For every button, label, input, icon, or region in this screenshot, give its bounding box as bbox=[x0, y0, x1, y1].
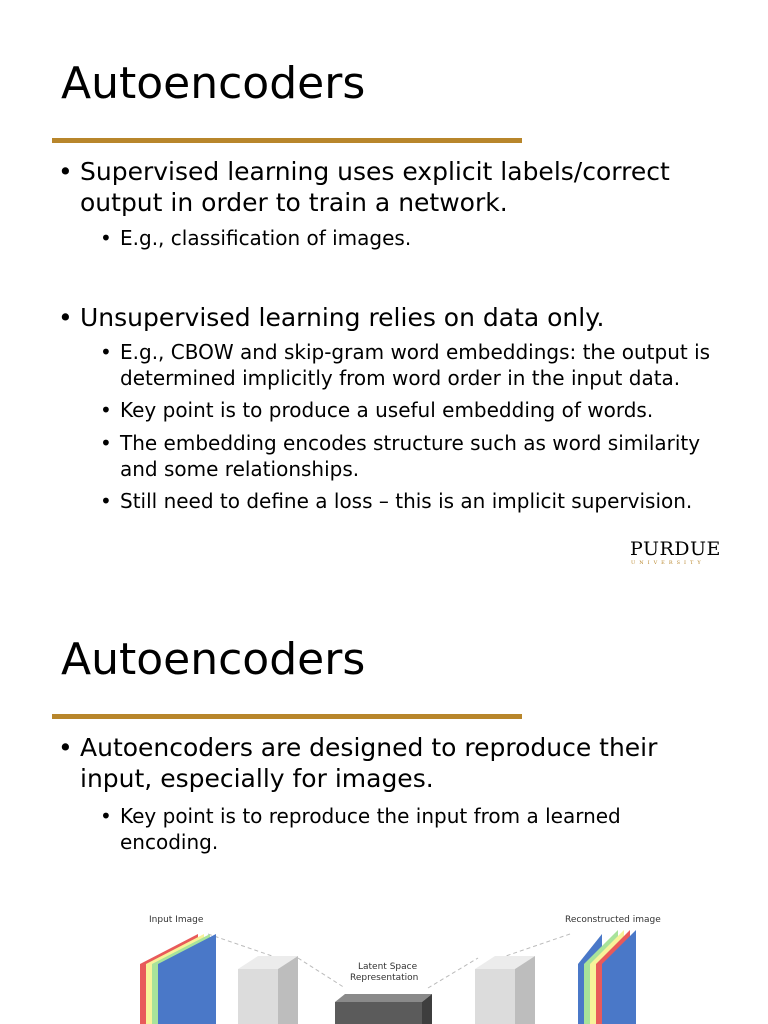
decoder-block bbox=[475, 956, 535, 1024]
title-underline bbox=[52, 138, 522, 143]
latent-space-label: Latent Space bbox=[358, 962, 418, 972]
bullet-dot-icon: • bbox=[100, 398, 112, 422]
input-image-stack bbox=[140, 934, 216, 1024]
slide-2 bbox=[0, 576, 768, 1024]
purdue-logo-subtitle: UNIVERSITY bbox=[631, 560, 705, 566]
sub-bullet-item: • E.g., classification of images. bbox=[100, 226, 412, 250]
latent-space-label-2: Representation bbox=[350, 973, 419, 983]
reconstructed-image-stack bbox=[578, 930, 636, 1024]
sub-bullet-item: • The embedding encodes structure such as word similarity and some relationships. bbox=[100, 431, 701, 481]
sub-bullet-item: • Still need to define a loss – this is an implicit supervision. bbox=[100, 489, 693, 513]
bullet-item: • Unsupervised learning relies on data only. bbox=[58, 303, 605, 332]
purdue-logo: PURDUE bbox=[630, 538, 721, 560]
title-underline bbox=[52, 714, 522, 719]
reconstructed-image-label: Reconstructed image bbox=[565, 915, 661, 925]
bullet-dot-icon: • bbox=[100, 489, 112, 513]
slide-title: Autoencoders bbox=[61, 58, 366, 109]
bullet-dot-icon: • bbox=[58, 157, 73, 186]
input-image-label: Input Image bbox=[149, 915, 204, 925]
latent-block bbox=[335, 994, 432, 1024]
sub-bullet-item: • Key point is to reproduce the input from a learned encoding. bbox=[100, 804, 621, 854]
bullet-item: • Autoencoders are designed to reproduce their input, especially for images. bbox=[58, 733, 658, 793]
bullet-dot-icon: • bbox=[100, 340, 112, 364]
sub-bullet-item: • Key point is to produce a useful embedding of words. bbox=[100, 398, 654, 422]
sub-bullet-item: • E.g., CBOW and skip-gram word embeddings: the output is determined implicitly from word order in the input data. bbox=[100, 340, 711, 390]
bullet-item: • Supervised learning uses explicit labels/correct output in order to train a network. bbox=[58, 157, 670, 217]
bullet-dot-icon: • bbox=[58, 733, 73, 762]
slide-title: Autoencoders bbox=[61, 634, 366, 685]
bullet-dot-icon: • bbox=[100, 431, 112, 455]
autoencoder-diagram bbox=[130, 906, 690, 1024]
encoder-block bbox=[238, 956, 298, 1024]
bullet-dot-icon: • bbox=[100, 226, 112, 250]
bullet-dot-icon: • bbox=[100, 804, 112, 828]
bullet-dot-icon: • bbox=[58, 303, 73, 332]
